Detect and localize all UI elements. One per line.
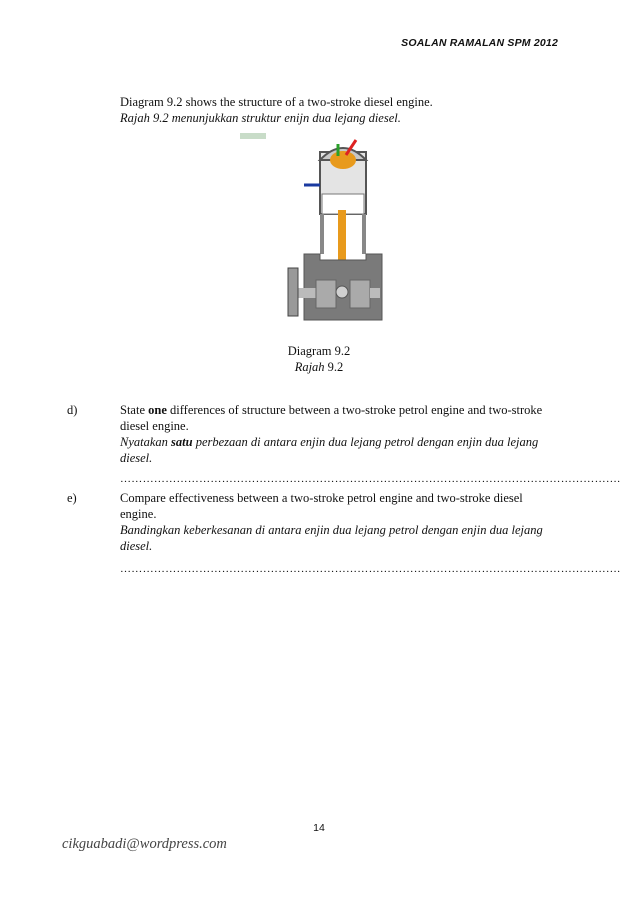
page-number: 14 — [313, 822, 325, 834]
crankshaft-left — [296, 288, 316, 298]
question-label: d) — [67, 403, 78, 417]
combustion-chamber — [330, 151, 356, 169]
question-english: Compare effectiveness between a two-stroke petrol engine and two-stroke diesel engine. — [120, 491, 523, 521]
wall-left — [320, 214, 324, 254]
intro-english: Diagram 9.2 shows the structure of a two-stroke diesel engine. — [120, 95, 433, 109]
faint-label — [240, 133, 266, 139]
flywheel-gear — [288, 268, 298, 316]
crank-web-right — [350, 280, 370, 308]
engine-diagram — [238, 130, 388, 326]
text-bold: satu — [171, 435, 193, 449]
caption-ms-label: Rajah — [294, 360, 325, 374]
question-label: e) — [67, 491, 77, 505]
footer-site: cikguabadi@wordpress.com — [62, 836, 227, 852]
crankshaft-right — [370, 288, 380, 298]
question-english — [120, 402, 560, 434]
question-text — [120, 490, 560, 554]
answer-line-e[interactable]: ……………………………………………………………………………………………………………………. — [120, 563, 621, 575]
text-pre: Nyatakan — [120, 435, 172, 449]
text-post: perbezaan di antara enjin dua lejang petrol dengan enjin dua lejang diesel. — [120, 435, 539, 465]
intro-malay-label: Rajah — [120, 111, 150, 125]
text-pre: State — [120, 403, 149, 417]
intro-text — [120, 94, 433, 126]
question-malay — [120, 434, 560, 466]
intro-malay-rest: 9.2 menunjukkan struktur enijn dua lejang diesel. — [149, 111, 401, 125]
page-header: SOALAN RAMALAN SPM 2012 — [401, 37, 558, 49]
engine-diagram-icon — [238, 130, 388, 326]
caption-ms-num: 9.2 — [324, 360, 344, 374]
question-malay: Bandingkan keberkesanan di antara enjin dua lejang petrol dengan enjin dua lejang diesel. — [120, 523, 543, 553]
text-post: differences of structure between a two-stroke petrol engine and two-stroke diesel engine. — [120, 403, 543, 433]
text-bold: one — [148, 403, 167, 417]
wall-right — [362, 214, 366, 254]
intro-malay — [120, 110, 433, 126]
crank-pin — [336, 286, 348, 298]
question-text — [120, 402, 560, 466]
figure-caption-ms — [0, 359, 638, 375]
figure-caption-en: Diagram 9.2 — [287, 344, 351, 358]
crank-web-left — [316, 280, 336, 308]
answer-line-d[interactable]: ……………………………………………………………………………………………………………………. — [120, 473, 621, 485]
